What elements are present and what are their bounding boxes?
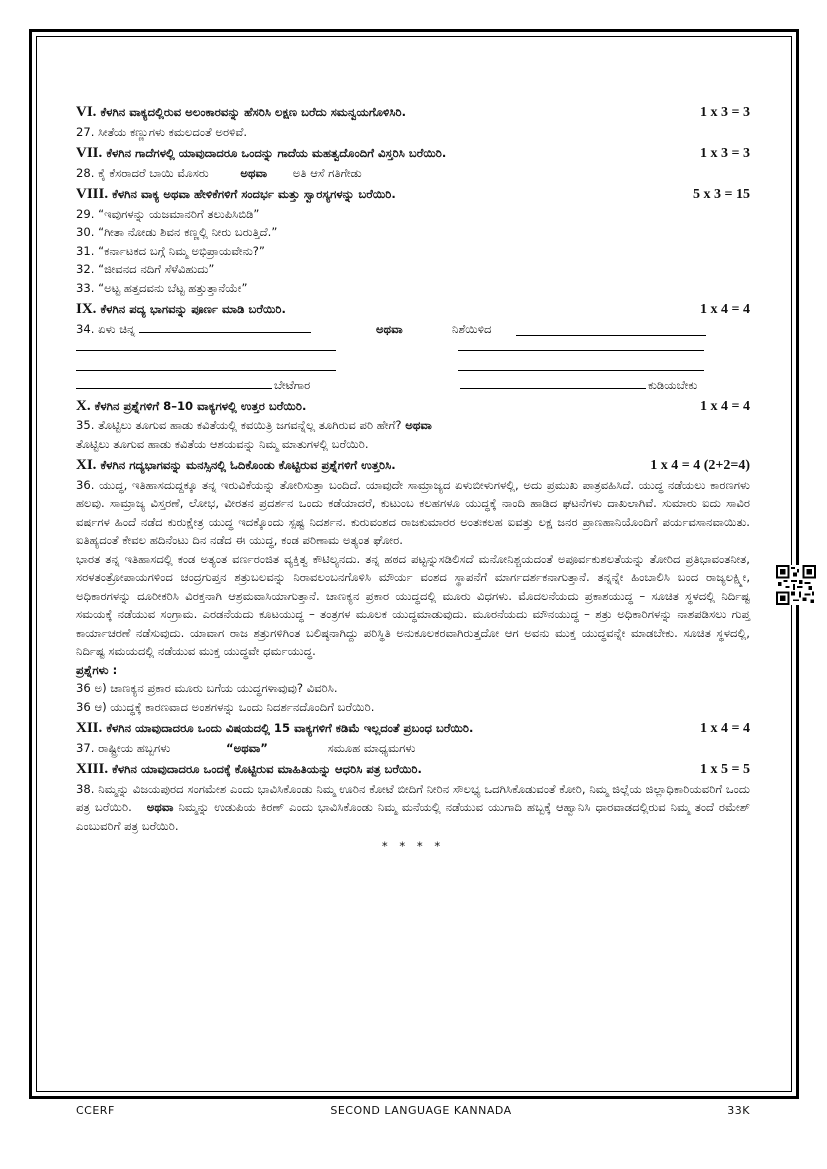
question-30: 30. “ಗೀತಾ ನೋಡು ಶಿವನ ಕಣ್ಣಲ್ಲಿ ನೀರು ಬರುತ್ತಿದೆ.”: [76, 225, 278, 239]
section-title: ಕೆಳಗಿನ ವಾಕ್ಯದಲ್ಲಿರುವ ಅಲಂಕಾರವನ್ನು ಹೆಸರಿಸಿ ಲಕ್ಷಣ ಬರೆದು ಸಮನ್ವಯಗೊಳಿಸಿರಿ.: [100, 105, 407, 119]
section-xi-header: [76, 456, 750, 476]
question-28-option-a: 28. ಕೈ ಕೆಸರಾದರೆ ಬಾಯಿ ಮೊಸರು: [76, 165, 209, 180]
question-28: [76, 164, 750, 183]
question-37-option-b: ಸಮೂಹ ಮಾಧ್ಯಮಗಳು: [327, 740, 416, 755]
questions-label: ಪ್ರಶ್ನೆಗಳು :: [76, 662, 118, 677]
section-xiii-header: [76, 760, 750, 780]
question-38: [76, 780, 750, 836]
question-34-option-b: ನಿಶೆಯಿಳಿದ: [452, 321, 492, 336]
section-title: ಕೆಳಗಿನ ವಾಕ್ಯ ಅಥವಾ ಹೇಳಿಕೆಗಳಿಗೆ ಸಂದರ್ಭ ಮತ್ತು ಸ್ವಾರಸ್ಯಗಳನ್ನು ಬರೆಯಿರಿ.: [112, 187, 396, 201]
question-paper: [76, 100, 750, 856]
question-37-option-a: 37. ರಾಷ್ಟ್ರೀಯ ಹಬ್ಬಗಳು: [76, 740, 171, 755]
section-marks: 1 x 4 = 4: [700, 398, 750, 414]
section-viii-header: [76, 185, 750, 205]
blank-line: [516, 323, 706, 336]
or-label: ಅಥವಾ: [146, 800, 174, 814]
section-title: ಕೆಳಗಿನ ಯಾವುದಾದರೂ ಒಂದು ವಿಷಯದಲ್ಲಿ 15 ವಾಕ್ಯಗಳಿಗೆ ಕಡಿಮೆ ಇಲ್ಲದಂತೆ ಪ್ರಬಂಧ ಬರೆಯಿರಿ.: [106, 721, 474, 735]
section-marks: 1 x 4 = 4: [700, 302, 750, 317]
section-number: XI.: [76, 457, 97, 473]
question-29: 29. “ಇವುಗಳನ್ನು ಯಜಮಾನರಿಗೆ ತಲುಪಿಸಿಬಿಡಿ”: [76, 206, 260, 221]
blank-line: [460, 376, 646, 389]
blank-line: [139, 320, 311, 333]
footer-center: SECOND LANGUAGE KANNADA: [330, 1104, 512, 1117]
section-marks: 1 x 5 = 5: [700, 762, 750, 777]
section-marks: 5 x 3 = 15: [693, 187, 750, 202]
blank-line: [76, 358, 336, 371]
blank-line: [76, 338, 336, 351]
question-31: 31. “ಕರ್ನಾಟಕದ ಬಗ್ಗೆ ನಿಮ್ಮ ಅಭಿಪ್ರಾಯವೇನು?”: [76, 243, 265, 258]
section-title: ಕೆಳಗಿನ ಯಾವುದಾದರೂ ಒಂದಕ್ಕೆ ಕೊಟ್ಟಿರುವ ಮಾಹಿತಿಯನ್ನು ಆಧರಿಸಿ ಪತ್ರ ಬರೆಯಿರಿ.: [112, 762, 422, 776]
section-number: X.: [76, 397, 91, 414]
or-label: ಅಥವಾ: [405, 418, 432, 432]
blank-line: [458, 358, 704, 371]
question-28-option-b: ಅತಿ ಆಸೆ ಗತಿಗೇಡು: [292, 165, 362, 180]
question-34-option-a: 34. ಏಳು ಚಿನ್ನ: [76, 321, 136, 336]
section-xii-header: [76, 719, 750, 739]
section-title: ಕೆಳಗಿನ ಗದ್ಯಭಾಗವನ್ನು ಮನಸ್ಸಿನಲ್ಲಿ ಓದಿಕೊಂಡು ಕೊಟ್ಟಿರುವ ಪ್ರಶ್ನೆಗಳಿಗೆ ಉತ್ತರಿಸಿ.: [100, 458, 396, 472]
page-footer: [76, 1104, 750, 1117]
section-ix-header: [76, 300, 750, 320]
section-title: ಕೆಳಗಿನ ಪ್ರಶ್ನೆಗಳಿಗೆ 8–10 ವಾಕ್ಯಗಳಲ್ಲಿ ಉತ್ತರ ಬರೆಯಿರಿ.: [94, 398, 307, 413]
blank-line: [458, 338, 704, 351]
question-34-end-b: ಕುಡಿಯಬೇಕು: [648, 377, 698, 392]
section-x-header: [76, 397, 750, 417]
question-35-option-a: 35. ತೊಟ್ಟಿಲು ತೂಗುವ ಹಾಡು ಕವಿತೆಯಲ್ಲಿ ಕವಯಿತ್ರಿ ಜಗವನ್ನೆಲ್ಲ ತೂಗಿರುವ ಪರಿ ಹೇಗೆ?: [76, 418, 402, 432]
section-vii-header: [76, 144, 750, 164]
section-number: XII.: [76, 720, 103, 736]
passage-paragraph-1: 36. ಯುದ್ಧ, ಇತಿಹಾಸದುದ್ದಕ್ಕೂ ತನ್ನ ಇರುವಿಕೆಯನ್ನು ತೋರಿಸುತ್ತಾ ಬಂದಿದೆ. ಯಾವುದೇ ಸಾಮ್ರಾಜ್ಯದ ಏಳುಬೀಳುಗಳಲ್ಲಿ, ಅದು ಪ್ರಮುಖ ಪಾತ್ರವಹಿಸಿದೆ. ಯುದ್ಧ ನಡೆಯಲು ಕಾರಣಗಳು ಹಲವು. ಸಾಮ್ರಾಜ್ಯ ವಿಸ್ತರಣೆ, ಲೋಭ, ವೀರತನ ಪ್ರದರ್ಶನ ಒಂದು ಕಡೆಯಾದರೆ, ಕುಟುಂಬ ಕಲಹಗಳೂ ಯುದ್ಧಕ್ಕೆ ನಾಂದಿ ಹಾಡಿದ ಘಟನೆಗಳು ದಾಖಲಾಗಿವೆ. ಸುಮಾರು ಐದು ಸಾವಿರ ವರ್ಷಗಳ ಹಿಂದೆ ನಡೆದ ಕುರುಕ್ಷೇತ್ರ ಯುದ್ಧ ಇದಕ್ಕೊಂದು ಸ್ಪಷ್ಟ ನಿದರ್ಶನ. ಕುರುವಂಶದ ರಾಜಕುಮಾರರ ಅಂತಃಕಲಹ ಐವತ್ತು ಲಕ್ಷ ಜನರ ಪ್ರಾಣಹಾನಿಯೊಂದಿಗೆ ಪರ್ಯವಸಾನವಾಯಿತು. ಐತಿಹ್ಯದಂತೆ ಕೇವಲ ಹದಿನೆಂಟು ದಿನ ನಡೆದ ಈ ಯುದ್ಧ, ಕಂಡ ಪರಿಣಾಮ ಅತ್ಯಂತ ಘೋರ.: [76, 477, 750, 547]
or-label: ಅಥವಾ: [376, 321, 403, 336]
section-number: IX.: [76, 301, 97, 317]
question-37: [76, 739, 750, 758]
section-marks: 1 x 4 = 4 (2+2=4): [650, 458, 750, 473]
section-number: XIII.: [76, 761, 109, 777]
question-35-option-b: ತೊಟ್ಟಿಲು ತೂಗುವ ಹಾಡು ಕವಿತೆಯ ಆಶಯವನ್ನು ನಿಮ್ಮ ಮಾತುಗಳಲ್ಲಿ ಬರೆಯಿರಿ.: [76, 436, 369, 451]
section-vi-header: [76, 103, 750, 123]
question-36-a: 36 ಅ) ಚಾಣಕ್ಯನ ಪ್ರಕಾರ ಮೂರು ಬಗೆಯ ಯುದ್ಧಗಳಾವುವು? ವಿವರಿಸಿ.: [76, 681, 338, 695]
end-stars: * * * *: [381, 839, 445, 853]
footer-left: CCERF: [76, 1104, 115, 1117]
section-title: ಕೆಳಗಿನ ಪದ್ಯ ಭಾಗವನ್ನು ಪೂರ್ಣ ಮಾಡಿ ಬರೆಯಿರಿ.: [100, 302, 286, 316]
section-number: VIII.: [76, 186, 109, 202]
section-number: VII.: [76, 145, 103, 161]
blank-line: [76, 376, 272, 389]
section-title: ಕೆಳಗಿನ ಗಾದೆಗಳಲ್ಲಿ ಯಾವುದಾದರೂ ಒಂದನ್ನು ಗಾದೆಯ ಮಹತ್ವದೊಂದಿಗೆ ವಿಸ್ತರಿಸಿ ಬರೆಯಿರಿ.: [106, 146, 447, 160]
question-34-end-a: ಬೇಟೆಗಾರ: [274, 377, 311, 392]
or-label: “ಅಥವಾ”: [226, 740, 268, 755]
question-33: 33. “ಅಟ್ಟ ಹತ್ತದವನು ಬೆಟ್ಟ ಹತ್ತುತ್ತಾನೆಯೇ”: [76, 280, 248, 295]
question-38-option-b: ನಿಮ್ಮನ್ನು ಉಡುಪಿಯ ಕಿರಣ್ ಎಂದು ಭಾವಿಸಿಕೊಂಡು ನಿಮ್ಮ ಮನೆಯಲ್ಲಿ ನಡೆಯುವ ಯುಗಾದಿ ಹಬ್ಬಕ್ಕೆ ಆಹ್ವಾನಿಸಿ ಧಾರವಾಡದಲ್ಲಿರುವ ನಿಮ್ಮ ತಂದೆ ರಮೇಶ್ ಎಂಬುವರಿಗೆ ಪತ್ರ ಬರೆಯಿರಿ.: [76, 800, 750, 833]
section-marks: 1 x 3 = 3: [700, 105, 750, 120]
passage-paragraph-2: ಭಾರತ ತನ್ನ ಇತಿಹಾಸದಲ್ಲಿ ಕಂಡ ಅತ್ಯಂತ ವರ್ಣರಂಜಿತ ವ್ಯಕ್ತಿತ್ವ ಕೌಟಿಲ್ಯನದು. ತನ್ನ ಹಠದ ಪಟ್ಟನ್ನುಸಡಿಲಿಸದೆ ಮನೋನಿಶ್ಚಯದಂತೆ ಅಪೂರ್ವಕುಶಲತೆಯನ್ನು ತೋರಿದ ಪ್ರತಿಭಾವಂತನೀತ, ಸರಳತಂತ್ರೋಪಾಯಗಳಿಂದ ಚಂದ್ರಗುಪ್ತನ ಶತ್ರುಬಲವನ್ನು ನಿರಾವಲಂಬನಗೊಳಿಸಿ ಮೌರ್ಯ ವಂಶದ ಸ್ಥಾಪನೆಗೆ ಮಾರ್ಗದರ್ಶಕನಾಗುತ್ತಾನೆ. ತನ್ನನ್ನೇ ಹಿಂಬಾಲಿಸಿ ಬಂದ ರಾಜ್ಯಲಕ್ಷ್ಮೀ, ಅಧಿಕಾರಗಳನ್ನು ದೂರೀಕರಿಸಿ ವಿರಕ್ತನಾಗಿ ಆಶ್ರಮವಾಸಿಯಾಗುತ್ತಾನೆ. ಚಾಣಕ್ಯನ ಪ್ರಕಾರ ಯುದ್ಧದಲ್ಲಿ ಮೂರು ವಿಧಗಳು. ಮೊದಲನೆಯದು ಪ್ರಕಾಶಯುದ್ಧ – ಸೂಚಿತ ಸ್ಥಳದಲ್ಲಿ ನಿರ್ದಿಷ್ಟ ಸಮಯಕ್ಕೆ ನಡೆಯುವ ಸಂಗ್ರಾಮ. ಎರಡನೆಯದು ಕೂಟಯುದ್ಧ – ತಂತ್ರಗಳ ಮೂಲಕ ಯುದ್ಧಮಾಡುವುದು. ಮೂರನೆಯದು ಮೌನಯುದ್ಧ – ಶತ್ರು ಅಧಿಕಾರಿಗಳನ್ನು ನಾಶಪಡಿಸಲು ಗುಪ್ತ ಕಾರ್ಯಾಚರಣೆ ನಡೆಸುವುದು. ಯಾವಾಗ ರಾಜ ಶತ್ರುಗಳಿಗಿಂತ ಬಲಿಷ್ಠನಾಗಿದ್ದು ಪರಿಸ್ಥಿತಿ ಅನುಕೂಲಕರವಾಗಿರುತ್ತದೋ ಆಗ ಅವನು ಮುಕ್ತ ಯುದ್ಧವನ್ನೇ ಮಾಡಬೇಕು. ಸೂಚಿತ ಸ್ಥಳದಲ್ಲಿ, ನಿರ್ದಿಷ್ಟ ಸಮಯದಲ್ಲಿ ನಡೆಯುವ ಮುಕ್ತ ಯುದ್ಧವೇ ಧರ್ಮಯುದ್ಧ.: [76, 551, 750, 658]
or-label: ಅಥವಾ: [240, 165, 268, 180]
qr-code-icon: [776, 565, 816, 605]
question-38-option-a: 38. ನಿಮ್ಮನ್ನು ವಿಜಯಪುರದ ಸಂಗಮೇಶ ಎಂದು ಭಾವಿಸಿಕೊಂಡು ನಿಮ್ಮ ಊರಿನ ಕೋಟೆ ಬೀದಿಗೆ ನೀರಿನ ಸೌಲಭ್ಯ ಒದಗಿಸಿಕೊಡುವಂತೆ ಕೋರಿ, ನಿಮ್ಮ ಜಿಲ್ಲೆಯ ಜಿಲ್ಲಾಧಿಕಾರಿಯವರಿಗೆ ಒಂದು ಪತ್ರ ಬರೆಯಿರಿ.: [76, 781, 750, 814]
section-number: VI.: [76, 104, 97, 120]
question-36-b: 36 ಆ) ಯುದ್ಧಕ್ಕೆ ಕಾರಣವಾದ ಅಂಶಗಳನ್ನು ಒಂದು ನಿದರ್ಶನದೊಂದಿಗೆ ಬರೆಯಿರಿ.: [76, 699, 375, 714]
question-32: 32. “ಜೀವನದ ನದಿಗೆ ಸೆಳೆವಿಹುದು”: [76, 262, 215, 276]
section-marks: 1 x 3 = 3: [700, 146, 750, 161]
question-27: 27. ಸೀತೆಯ ಕಣ್ಣುಗಳು ಕಮಲದಂತೆ ಅರಳಿವೆ.: [76, 124, 248, 139]
section-marks: 1 x 4 = 4: [700, 721, 750, 736]
question-34-poem-blanks: [76, 320, 750, 394]
footer-right: 33K: [727, 1104, 750, 1117]
question-35: [76, 416, 750, 435]
